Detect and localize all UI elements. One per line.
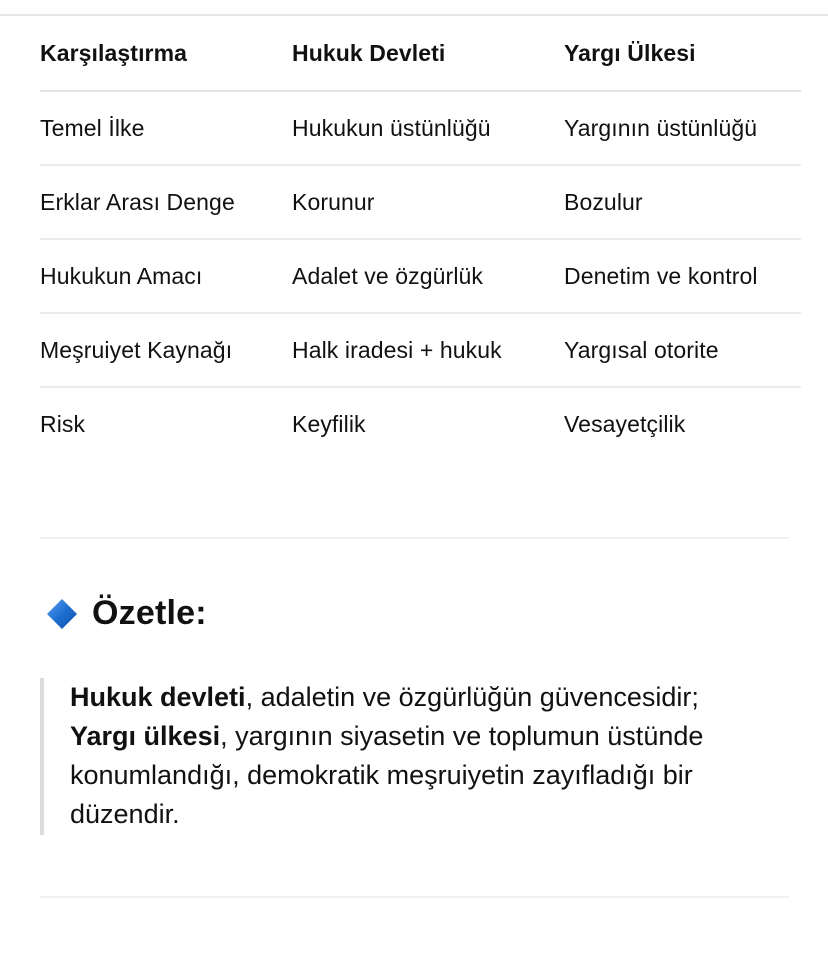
header-judicial-state: Yargı Ülkesi bbox=[564, 16, 801, 91]
quote-text-1: , adaletin ve özgürlüğün güvencesidir; bbox=[245, 682, 699, 712]
rule-of-law-value: Adalet ve özgürlük bbox=[292, 239, 564, 313]
rule-of-law-value: Korunur bbox=[292, 165, 564, 239]
judicial-state-value: Denetim ve kontrol bbox=[564, 239, 801, 313]
blue-diamond-icon bbox=[46, 598, 78, 630]
summary-heading bbox=[46, 594, 207, 633]
summary-quote bbox=[40, 678, 800, 835]
table-row bbox=[40, 165, 801, 239]
header-rule-of-law: Hukuk Devleti bbox=[292, 16, 564, 91]
table-row bbox=[40, 313, 801, 387]
summary-title: Özetle: bbox=[92, 594, 207, 632]
quote-text-2: , yargının siyasetin ve toplumun üstünde konumlandığı, demokratik meşruiyetin zayıfladığı bir düzendir. bbox=[70, 721, 704, 829]
judicial-state-value: Yargısal otorite bbox=[564, 313, 801, 387]
term-judicial-state: Yargı ülkesi bbox=[70, 721, 221, 751]
row-label: Hukukun Amacı bbox=[40, 239, 292, 313]
comparison-table-container bbox=[40, 16, 801, 461]
rule-of-law-value: Keyfilik bbox=[292, 411, 366, 437]
table-row bbox=[40, 387, 801, 461]
row-label: Risk bbox=[40, 411, 86, 437]
comparison-table bbox=[40, 16, 801, 461]
section-divider bbox=[40, 537, 789, 539]
term-rule-of-law: Hukuk devleti bbox=[70, 682, 246, 712]
judicial-state-value: Bozulur bbox=[564, 165, 801, 239]
table-header-row bbox=[40, 16, 801, 91]
rule-of-law-value: Hukukun üstünlüğü bbox=[292, 91, 564, 165]
judicial-state-value: Yargının üstünlüğü bbox=[564, 91, 801, 165]
table-row bbox=[40, 91, 801, 165]
header-comparison: Karşılaştırma bbox=[40, 16, 292, 91]
table-row bbox=[40, 239, 801, 313]
row-label: Temel İlke bbox=[40, 91, 292, 165]
section-divider bbox=[40, 896, 789, 898]
judicial-state-value: Vesayetçilik bbox=[564, 411, 686, 437]
rule-of-law-value: Halk iradesi + hukuk bbox=[292, 313, 564, 387]
row-label: Meşruiyet Kaynağı bbox=[40, 313, 292, 387]
row-label: Erklar Arası Denge bbox=[40, 165, 292, 239]
